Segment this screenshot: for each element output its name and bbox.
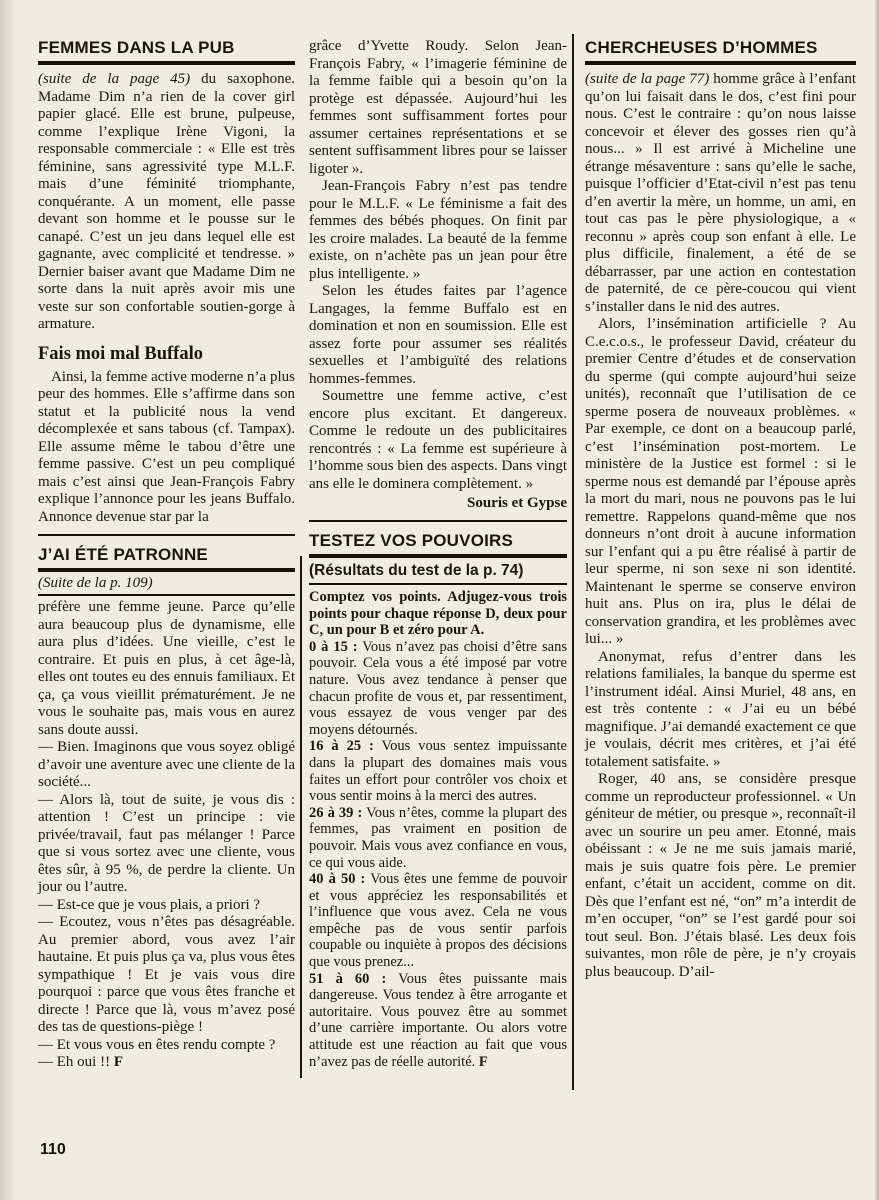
article-paragraph: Anonymat, refus d’entrer dans les relations familiales, la banque du sperme est l’instrument idéal. Ainsi Muriel, 48 ans, en est très contente : « J’ai eu un bébé magnifique. J’ai demandé exactement ce que je voulais, décrit mes critères, et j’ai été totalement satisfaite. » bbox=[585, 648, 856, 770]
score-range: 51 à 60 : bbox=[309, 970, 387, 987]
right-column bbox=[585, 38, 856, 981]
section-separator bbox=[38, 534, 295, 536]
article-paragraph: Alors, l’insémination artificielle ? Au C.e.c.o.s., le professeur David, créateur du premier Centre d’études et de conservation du sperme (qui compte aujourd’hui seize unités), reconnaît que l’utilisation de ce sperme posera de nouveaux problèmes. « Par exemple, ce dont on a beaucoup parlé, c’est l’insémination post-mortem. Le ministère de la Justice est formel : si le sperme nous est demandé par l’épouse après la mort du mari, nous ne pouvons pas le lui remettre. Rappelons quand-même que nos donneurs n’ont droit à aucune information sur l’enfant qui a pu être réalisé à partir de leur sperme, ni son sexe ni son identité. Maintenant le sperme se conserve environ huit ans. Plus on ira, plus le délai de conservation grandira, et les problèmes avec lui... » bbox=[585, 316, 856, 647]
paragraph-text: du saxophone. Madame Dim n’a rien de la cover girl papier glacé. Elle est brune, pulpeuse, comme l’explique Irène Vigoni, la responsable commerciale : « Elle est très féminine, sans agressivité type M.L.F. mais d’une féminité triomphante, conquérante. A un moment, elle passe devant son homme et le pousse sur le canapé. C’est un jeu dans lequel elle est gagnante, avec complicité et tendresse. » Dernier baiser avant que Madame Dim ne sorte dans la nuit après avoir mis une veste sur son confortable soutien-gorge à armature. bbox=[38, 71, 296, 332]
continuation-note: (suite de la page 77) bbox=[585, 71, 710, 87]
section-title-chercheuses-dhommes: CHERCHEUSES D’HOMMES bbox=[585, 38, 856, 65]
article-end-mark: F bbox=[478, 1053, 488, 1070]
page-number: 110 bbox=[40, 1141, 66, 1158]
score-range: 26 à 39 : bbox=[309, 804, 363, 821]
score-range: 0 à 15 : bbox=[309, 638, 358, 655]
test-result-item bbox=[309, 738, 567, 804]
test-intro: Comptez vos points. Adjugez-vous trois points pour chaque réponse D, deux pour C, un pour B et zéro pour A. bbox=[309, 589, 567, 639]
dialog-line: — Et vous vous en êtes rendu compte ? bbox=[38, 1036, 276, 1053]
result-text: Vous n’êtes, comme la plupart des femmes, pas vraiment en position de pouvoir. Mais vous avez confiance en vous, ce qui vous aide. bbox=[309, 804, 567, 871]
continuation-note: (suite de la page 45) bbox=[38, 71, 191, 87]
subhead-fais-moi-mal-buffalo: Fais moi mal Buffalo bbox=[38, 343, 203, 364]
paragraph-text: homme grâce à l’enfant qu’on lui faisait dans le dos, c’est fini pour nous. C’est le contraire : qu’on nous laisse concevoir et élever des gosses rien qu’à nous... » Il est arrivé à Micheline une étrange mésaventure : sans qu’elle le sache, puisque l’officier d’Etat-civil n’est pas tenu d’en avertir la mère, un homme, un ami, en tout cas pas le père physiologique, a « reconnu » après coup son enfant à elle. Le plus difficile, finalement, a été de se débarrasser, par une action en contestation de paternité, de ce père-coucou qui vient s’installer dans le nid des autres. bbox=[585, 71, 856, 315]
test-result-item bbox=[309, 871, 567, 971]
article-paragraph: Jean-François Fabry n’est pas tendre pour le M.L.F. « Le féminisme a fait des femmes des bébés phoques. On finit par les croire malades. La beauté de la femme existe, on n’achète pas un jean pour être plus intelligente. » bbox=[309, 178, 567, 282]
continuation-note: (Suite de la p. 109) bbox=[38, 574, 295, 596]
score-range: 16 à 25 : bbox=[309, 738, 374, 755]
result-text: Vous êtes une femme de pouvoir et vous appréciez les responsabilités et l’influence que vous avez. Cela ne vous empêche pas de vous sentir parfois coupable ou inquiète à propos des décisions que vous prenez... bbox=[309, 871, 567, 971]
article-paragraph: Ainsi, la femme active moderne n’a plus peur des hommes. Elle s’affirme dans son statut et la publicité nous la vend décomplexée et sans tabous (cf. Tampax). Elle assume même le tabou d’être une femme passive. C’est un peu compliqué mais c’est ainsi que Jean-François Fabry explique l’annonce pour les jeans Buffalo. Annonce devenue star par la bbox=[38, 368, 295, 525]
section-title-femmes-dans-la-pub: FEMMES DANS LA PUB bbox=[38, 38, 295, 65]
section-separator bbox=[309, 520, 567, 522]
article-paragraph bbox=[585, 71, 856, 316]
middle-column bbox=[309, 38, 567, 1070]
article-paragraph: préfère une femme jeune. Parce qu’elle aura beaucoup plus de dynamisme, elle aura plus d’idées. Une vieille, c’est le contraire. Et puis en plus, à cet âge-là, elles ont toutes eu des ennuis familiaux. Et ça, ça vous vieillit prématurément. Je ne vous le souhaite pas, mais vous en aurez sans doute aussi. bbox=[38, 599, 295, 738]
column-divider bbox=[300, 556, 302, 1078]
column-divider bbox=[572, 34, 574, 1090]
article-paragraph: grâce d’Yvette Roudy. Selon Jean-François Fabry, « l’imagerie féminine de la femme faible qui a besoin qu’on la protège est dépassée. Aujourd’hui les femmes sont suffisamment fortes pour assumer certaines représentations et se sentent suffisamment libres pour se laisser ligoter ». bbox=[309, 38, 567, 177]
result-text: Vous êtes puissante mais dangereuse. Vous tendez à être arrogante et autoritaire. Vous pouvez être au sommet d’une carrière importante. Ou alors votre attitude est une réaction au fait que vous n’avez pas de réelle autorité. bbox=[309, 970, 567, 1070]
test-results-note: (Résultats du test de la p. 74) bbox=[309, 561, 567, 585]
dialog-line: — Ecoutez, vous n’êtes pas désagréable. Au premier abord, vous avez l’air hautaine. Et puis plus ça va, plus vous êtes sympathique ! Et je vais vous dire pourquoi : parce que vous êtes franche et directe ! Parce que là, vous m’avez posé des tas de questions-piège ! bbox=[38, 914, 295, 1035]
article-paragraph: Soumettre une femme active, c’est encore plus excitant. Et dangereux. Comme le redoute un des publicitaires rencontrés : « La femme est supérieure à l’homme sous bien des aspects. Dans vingt ans elle le dominera complètement. » bbox=[309, 388, 567, 492]
test-results-section bbox=[309, 531, 567, 1070]
result-text: Vous vous sentez impuissante dans la plupart des domaines mais vous faites un effort pour contrôler vos choix et vous sentir moins à la merci des autres. bbox=[309, 738, 567, 805]
result-text: Vous n’avez pas choisi d’être sans pouvoir. Cela vous a été imposé par votre nature. Vous avez tendance à penser que chacun profite de vous et, par ressentiment, vous essayez de vous venger par des moyens détournés. bbox=[309, 638, 567, 738]
left-column bbox=[38, 38, 295, 1072]
section-title-testez-vos-pouvoirs: TESTEZ VOS POUVOIRS bbox=[309, 531, 567, 558]
test-result-item bbox=[309, 971, 567, 1071]
test-result-item bbox=[309, 805, 567, 871]
article-paragraph bbox=[38, 71, 295, 334]
dialog-line: — Alors là, tout de suite, je vous dis : attention ! C’est un principe : vie privée/travail, faut pas mélanger ! Parce que si vous sortez avec une cliente, vous êtes sûr, à 95 %, de perdre la cliente. Un jour ou l’autre. bbox=[38, 791, 295, 895]
author-signature: Souris et Gypse bbox=[466, 495, 567, 511]
section-title-jai-ete-patronne: J’AI ÉTÉ PATRONNE bbox=[38, 545, 295, 572]
dialog-line: — Est-ce que je vous plais, a priori ? bbox=[38, 896, 261, 913]
article-paragraph: Roger, 40 ans, se considère presque comme un reproducteur professionnel. « Un géniteur de métier, ou presque », reconnaît-il avec un sourire un peu amer. Etonné, mais obéissant : « Je ne me suis jamais marié, mais je suis quatre fois père. Le premier enfant, c’était un accident, comme on dit. Dès que l’enfant est né, “on” m’a interdit de m’en occuper, “on” se l’est gardé pour soi tout seul. Bon. J’étais blasé. Les deux fois suivantes, mon rôle de père, je n’y croyais plus beaucoup. D’ail- bbox=[585, 771, 856, 980]
article-end-mark: F bbox=[113, 1054, 123, 1070]
dialog-line: — Bien. Imaginons que vous soyez obligé d’avoir une aventure avec une cliente de la société... bbox=[38, 739, 295, 790]
dialog-line bbox=[38, 1054, 295, 1072]
test-result-item bbox=[309, 639, 567, 739]
article-paragraph: Selon les études faites par l’agence Langages, la femme Buffalo est en domination et non en soumission. Elle est assez forte pour assumer ses réalités sexuelles et l’ambiguïté des relations hommes-femmes. bbox=[309, 283, 567, 387]
score-range: 40 à 50 : bbox=[309, 871, 366, 888]
dialog-text: — Eh oui !! bbox=[38, 1054, 111, 1070]
